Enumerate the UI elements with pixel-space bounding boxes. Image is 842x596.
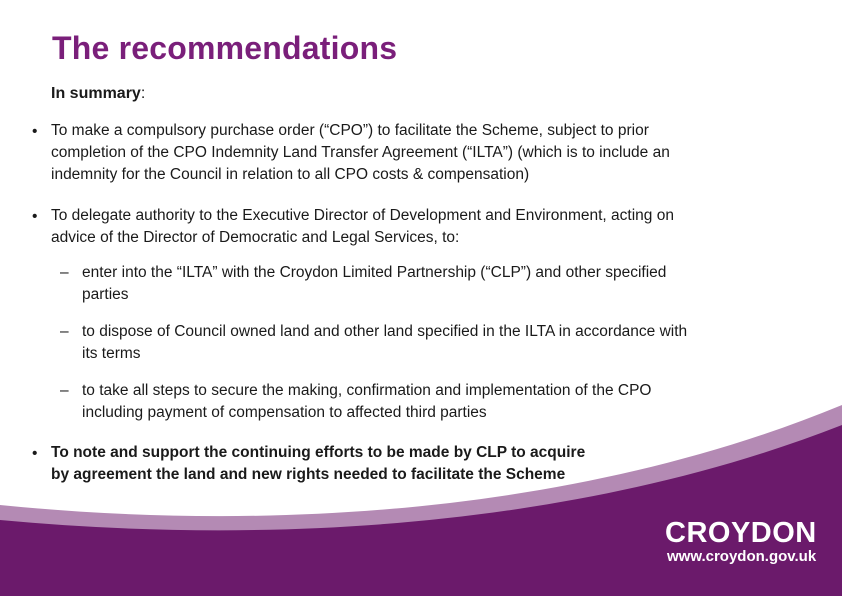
bullet-line: To make a compulsory purchase order (“CPO”) to facilitate the Scheme, subject to prior [51, 122, 649, 139]
website-url[interactable]: www.croydon.gov.uk [667, 548, 817, 565]
sub-bullet-line: its terms [82, 345, 141, 362]
bullet-line: completion of the CPO Indemnity Land Transfer Agreement (“ILTA”) (which is to include an [51, 144, 670, 161]
sub-bullet-marker: – [60, 323, 69, 340]
bullet-line: indemnity for the Council in relation to all CPO costs & compensation) [51, 166, 530, 183]
bullet-marker: • [32, 208, 38, 225]
bullet-marker: • [32, 123, 38, 140]
bullet-line: advice of the Director of Democratic and Legal Services, to: [51, 229, 460, 246]
sub-bullet-line: parties [82, 286, 129, 303]
summary-colon: : [140, 85, 146, 102]
bullet-line: To note and support the continuing efforts to be made by CLP to acquire [51, 444, 586, 461]
summary-label: In summary [51, 85, 141, 102]
sub-bullet-marker: – [60, 264, 69, 281]
page-title: The recommendations [52, 30, 398, 66]
sub-bullet-line: to take all steps to secure the making, confirmation and implementation of the CPO [82, 382, 652, 399]
sub-bullet-line: to dispose of Council owned land and other land specified in the ILTA in accordance with [82, 323, 688, 340]
croydon-logo-text: CROYDON [665, 517, 817, 549]
bullet-marker: • [32, 445, 38, 462]
sub-bullet-line: enter into the “ILTA” with the Croydon Limited Partnership (“CLP”) and other specified [82, 264, 667, 281]
bullet-item-note [51, 442, 796, 486]
bullet-line: To delegate authority to the Executive Director of Development and Environment, acting on [51, 207, 674, 224]
sub-bullet-line: including payment of compensation to affected third parties [82, 404, 487, 421]
sub-bullet-marker: – [60, 382, 69, 399]
bullet-line: by agreement the land and new rights needed to facilitate the Scheme [51, 466, 566, 483]
